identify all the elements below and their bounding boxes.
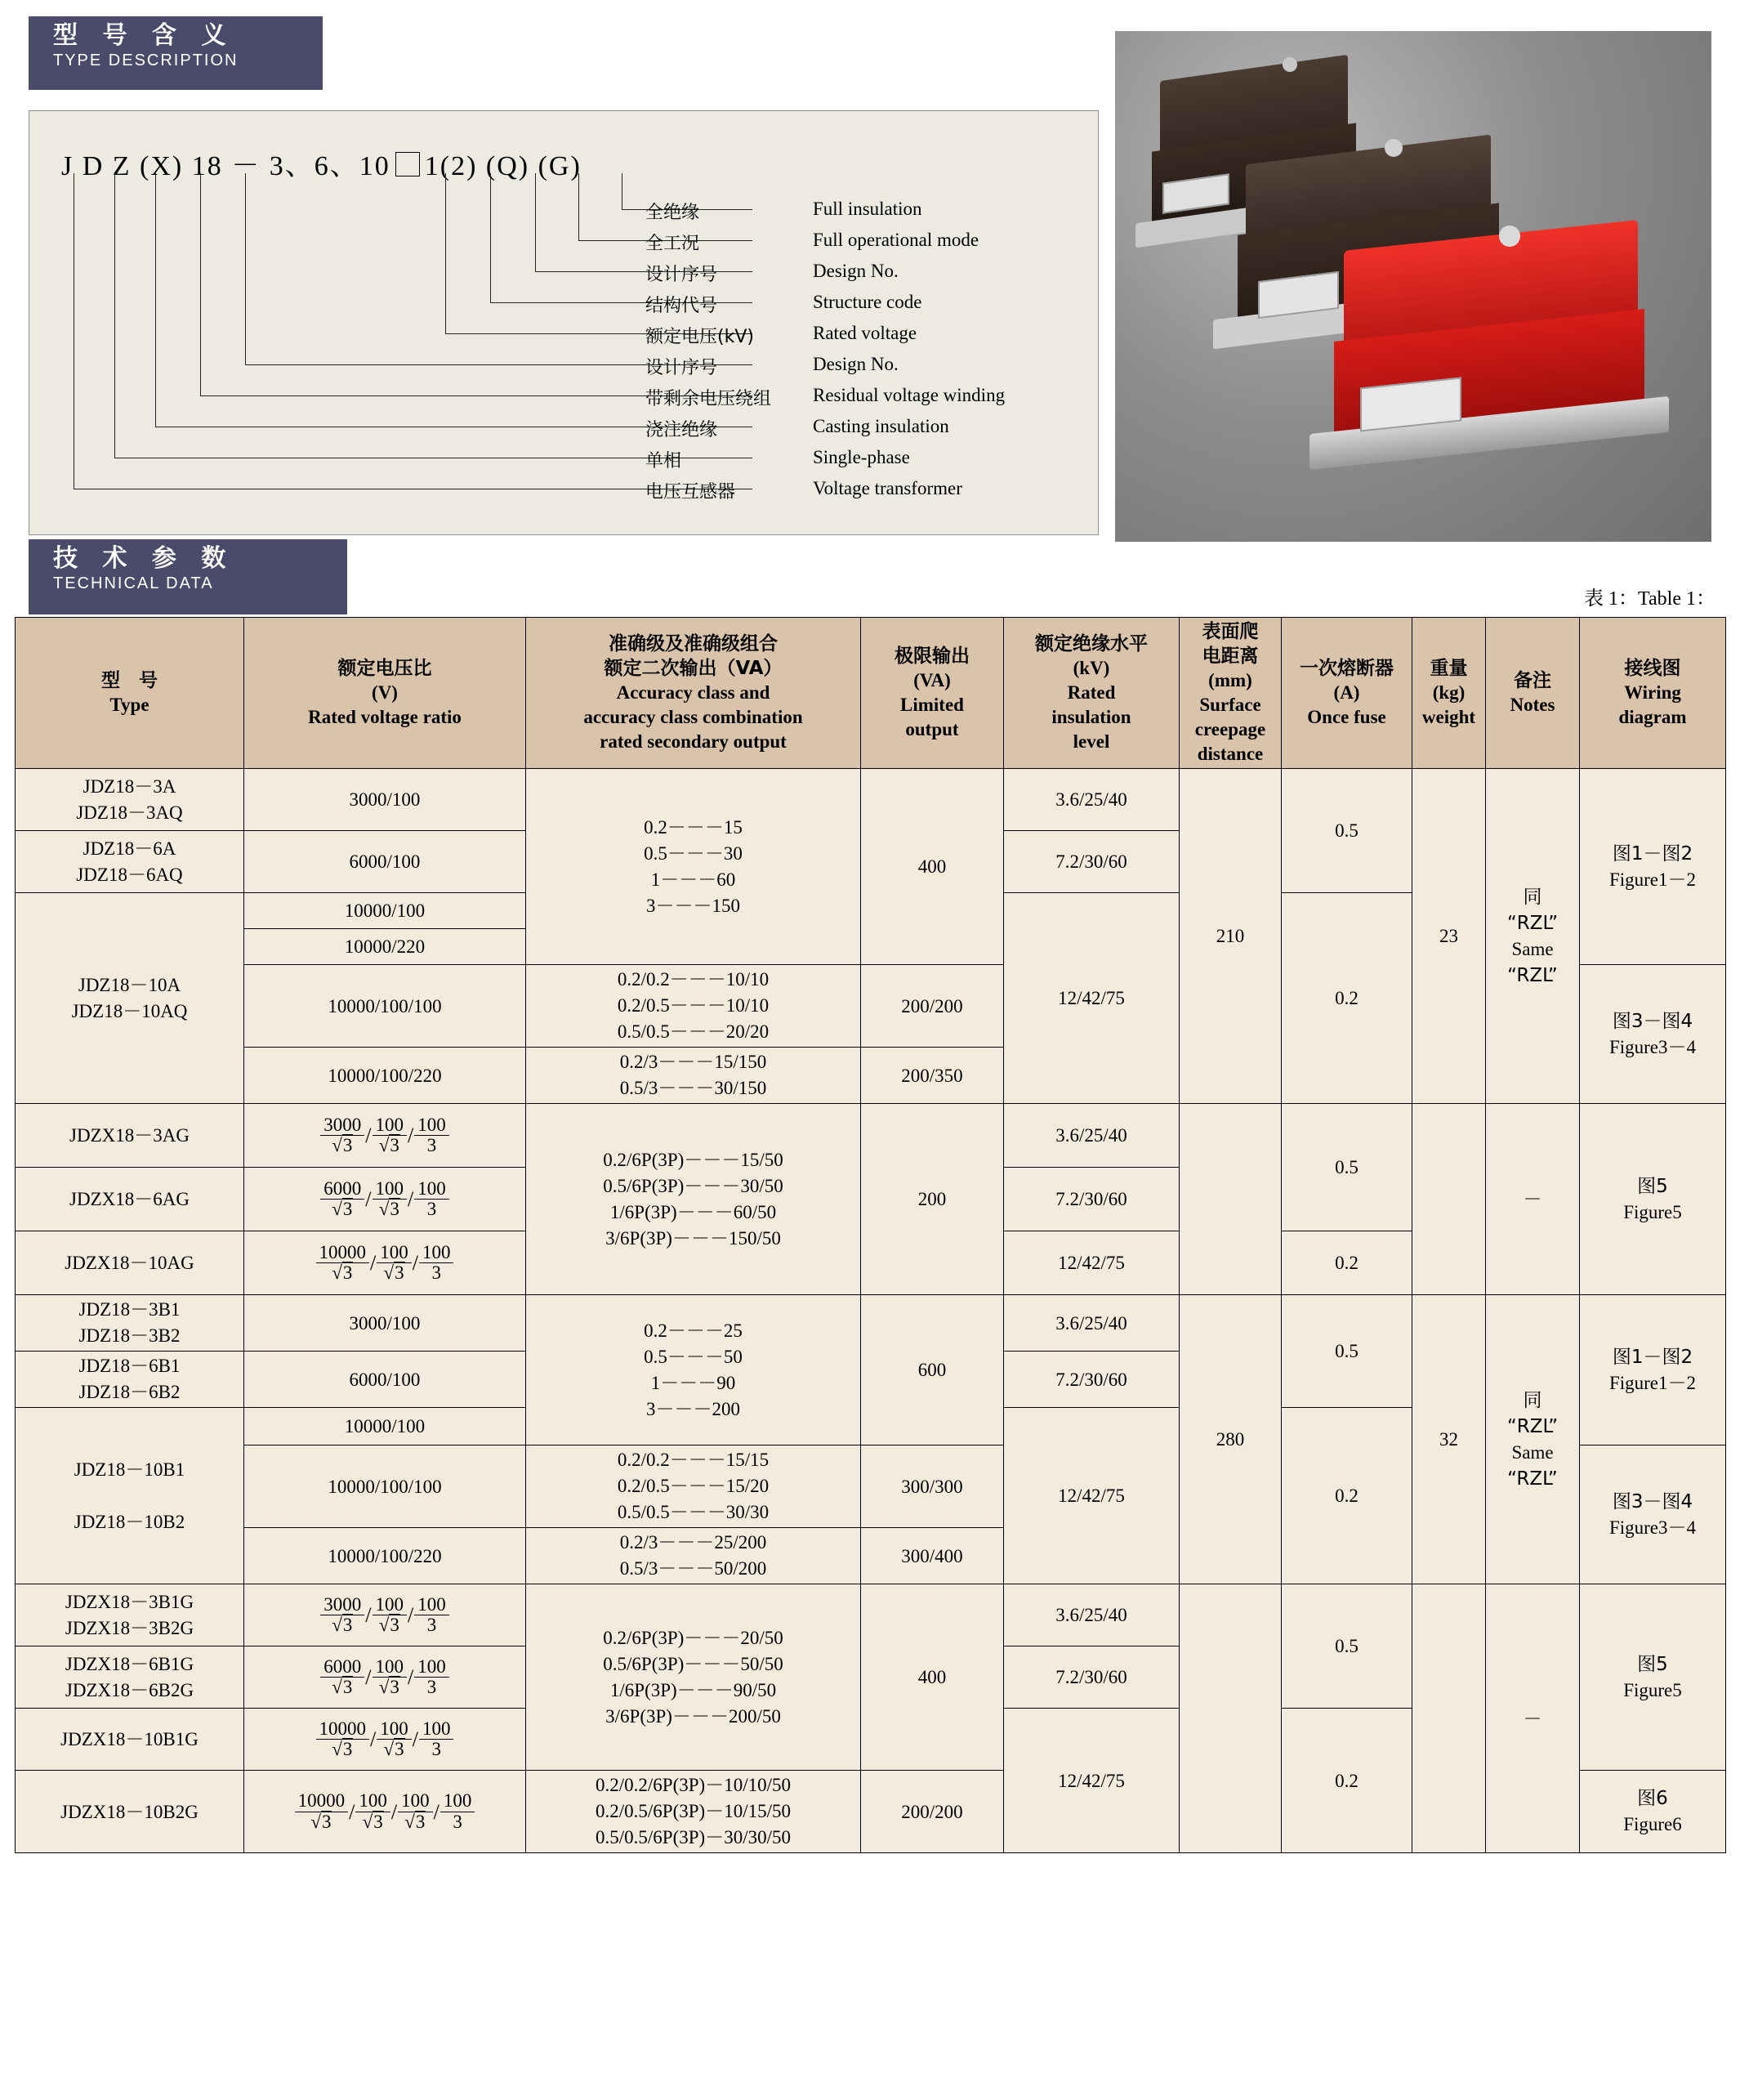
- th-insul-cn: 额定绝缘水平: [1035, 633, 1148, 655]
- weight-32: 32: [1439, 1429, 1458, 1450]
- th-fuse-en: Once fuse: [1307, 707, 1386, 727]
- frac-100-sqrt3: $\frac{100}{√3}$: [373, 1595, 408, 1635]
- product-photo: [1115, 31, 1711, 542]
- legend-label-cn-3: 结构代号: [645, 296, 718, 316]
- th-creep-unit: (mm): [1208, 670, 1252, 690]
- frac-100-sqrt3: $\frac{100}{√3}$: [373, 1115, 408, 1155]
- cell-weight-a: [1412, 769, 1486, 1104]
- th-fuse-unit: (A): [1333, 682, 1360, 703]
- legend-label-cn-6: 带剩余电压绕组: [645, 389, 772, 409]
- type-a3: JDZ18－3A JDZ18－3AQ: [76, 775, 183, 823]
- legend-label-cn-0: 全绝缘: [645, 203, 700, 223]
- legend-label-en-3: Structure code: [813, 292, 922, 312]
- th-insul-unit: (kV): [1073, 658, 1110, 678]
- cell-limited: [861, 1445, 1004, 1528]
- th-type-cn: 型 号: [101, 670, 158, 691]
- accuracy-a-3w: 0.2/0.2－－－10/10 0.2/0.5－－－10/10 0.5/0.5－－－20/20: [617, 969, 770, 1042]
- th-accuracy: [526, 618, 861, 769]
- cell-ratio: [244, 929, 526, 965]
- cell-ratio: $\frac{10000}{√3}$ / $\frac{100}{√3}$ / $\frac{100}{3}$: [244, 1231, 526, 1295]
- cell-accuracy: [526, 1048, 861, 1104]
- limited-400: 400: [917, 856, 947, 877]
- ratio-10000-100-220: 10000/100/220: [328, 1065, 442, 1086]
- wiring-fig3-4: 图3－图4 Figure3－4: [1608, 1490, 1697, 1538]
- cell-fuse-a2: [1282, 893, 1412, 1104]
- wiring-fig1-2: 图1－图2 Figure1－2: [1608, 1346, 1697, 1393]
- type-bg10-2: JDZX18－10B2G: [60, 1801, 199, 1822]
- cell-type: [16, 1709, 244, 1771]
- cell-creepage-b: [1180, 1295, 1282, 1584]
- legend-label-en-0: Full insulation: [813, 199, 922, 219]
- cell-accuracy-ag: [526, 1104, 861, 1295]
- th-rated-voltage-ratio: [244, 618, 526, 769]
- limited-200-350: 200/350: [901, 1065, 963, 1086]
- cell-weight-bg: [1412, 1584, 1486, 1853]
- th-creepage-distance: [1180, 618, 1282, 769]
- frac-10000-sqrt3: $\frac{10000}{√3}$: [316, 1243, 370, 1283]
- section-title-en: TYPE DESCRIPTION: [53, 51, 239, 69]
- cell-limited-a-main: [861, 769, 1004, 965]
- fuse-02: 0.2: [1335, 988, 1359, 1008]
- cell-wiring-ag: [1580, 1104, 1726, 1295]
- cell-creepage-ag: [1180, 1104, 1282, 1295]
- th-insul-en: Rated insulation level: [1051, 682, 1131, 752]
- legend-label-cn-9: 电压互感器: [645, 482, 736, 503]
- fuse-05: 0.5: [1335, 1636, 1359, 1656]
- cell-limited: [861, 1048, 1004, 1104]
- th-notes-cn: 备注: [1514, 670, 1551, 691]
- cell-ratio: [244, 893, 526, 929]
- type-bg3: JDZX18－3B1G JDZX18－3B2G: [65, 1591, 194, 1638]
- cell-accuracy-a-main: [526, 769, 861, 965]
- fuse-05: 0.5: [1335, 820, 1359, 841]
- frac-10000-sqrt3: $\frac{10000}{√3}$: [295, 1791, 349, 1831]
- cell-accuracy: [526, 1445, 861, 1528]
- frac-100-sqrt3-a: $\frac{100}{√3}$: [355, 1791, 390, 1831]
- notes-same-rzl: 同 “RZL” Same “RZL”: [1506, 1389, 1559, 1490]
- cell-weight-ag: [1412, 1104, 1486, 1295]
- th-ratio-cn: 额定电压比: [337, 658, 432, 679]
- insul-3: 3.6/25/40: [1055, 789, 1127, 810]
- ratio-10000-100-220: 10000/100/220: [328, 1545, 442, 1566]
- cell-ratio: [244, 831, 526, 893]
- accuracy-b-main: 0.2－－－25 0.5－－－50 1－－－90 3－－－200: [644, 1320, 743, 1419]
- th-fuse-cn: 一次熔断器: [1300, 658, 1394, 679]
- legend-label-en-8: Single-phase: [813, 447, 910, 467]
- cell-accuracy-bg: [526, 1584, 861, 1771]
- cell-notes-b: [1486, 1295, 1580, 1584]
- cell-insul: [1004, 1168, 1180, 1231]
- th-weight-cn: 重量: [1430, 658, 1468, 679]
- legend-label-cn-7: 浇注绝缘: [645, 420, 718, 440]
- cell-accuracy-b-main: [526, 1295, 861, 1445]
- bolt-back: [1283, 57, 1297, 72]
- frac-100-3: $\frac{100}{3}$: [414, 1657, 449, 1697]
- cell-insul-a10: [1004, 893, 1180, 1104]
- section-title-cn: 技 术 参 数: [53, 544, 234, 573]
- ratio-10000-100-100: 10000/100/100: [328, 995, 442, 1016]
- frac-100-3: $\frac{100}{3}$: [440, 1791, 475, 1831]
- cell-accuracy: [526, 1771, 861, 1853]
- cell-wiring-a1: [1580, 769, 1726, 965]
- th-insulation-level: [1004, 618, 1180, 769]
- cell-fuse-a1: [1282, 769, 1412, 893]
- cell-insul: [1004, 1584, 1180, 1646]
- frac-100-3: $\frac{100}{3}$: [419, 1719, 454, 1759]
- section-title-en: TECHNICAL DATA: [53, 574, 214, 592]
- frac-100-sqrt3: $\frac{100}{√3}$: [373, 1179, 408, 1219]
- accuracy-b-4w: 0.2/3－－－25/200 0.5/3－－－50/200: [619, 1532, 767, 1579]
- th-wiring-cn: 接线图: [1624, 658, 1681, 679]
- limited-200-200: 200/200: [901, 1801, 963, 1822]
- cell-notes-ag: [1486, 1104, 1580, 1295]
- accuracy-a-main: 0.2－－－15 0.5－－－30 1－－－60 3－－－150: [644, 816, 743, 916]
- cell-fuse-b2: [1282, 1408, 1412, 1584]
- legend-label-en-4: Rated voltage: [813, 323, 917, 343]
- legend-label-en-2: Design No.: [813, 261, 899, 281]
- legend-label-en-9: Voltage transformer: [813, 478, 962, 498]
- cell-type: [16, 1295, 244, 1352]
- ratio-10000-100: 10000/100: [344, 900, 426, 921]
- cell-fuse-ag1: [1282, 1104, 1412, 1231]
- cell-wiring: [1580, 1771, 1726, 1853]
- section-title-cn: 型 号 含 义: [53, 21, 234, 50]
- cell-type: [16, 1168, 244, 1231]
- fuse-05: 0.5: [1335, 1341, 1359, 1361]
- cell-ratio: [244, 1445, 526, 1528]
- ratio-10000-220: 10000/220: [344, 936, 426, 957]
- th-type-en: Type: [109, 695, 149, 715]
- legend-label-cn-8: 单相: [645, 451, 682, 471]
- th-type: [16, 618, 244, 769]
- th-limited-output: [861, 618, 1004, 769]
- table-row: [16, 1295, 1726, 1352]
- cell-type: [16, 1646, 244, 1709]
- wiring-fig5: 图5 Figure5: [1623, 1175, 1682, 1222]
- cell-limited: [861, 965, 1004, 1048]
- cell-limited-ag: [861, 1104, 1004, 1295]
- frac-10000-sqrt3: $\frac{10000}{√3}$: [316, 1719, 370, 1759]
- cell-fuse-bg1: [1282, 1584, 1412, 1709]
- wiring-fig3-4: 图3－图4 Figure3－4: [1608, 1010, 1697, 1057]
- limited-600: 600: [917, 1360, 947, 1380]
- legend-label-cn-1: 全工况: [645, 234, 700, 254]
- cell-type: [16, 1352, 244, 1408]
- th-limited-en: Limited output: [900, 695, 964, 739]
- cell-ratio: $\frac{10000}{√3}$ / $\frac{100}{√3}$ / $\frac{100}{√3}$ / $\frac{100}{3}$: [244, 1771, 526, 1853]
- ratio-3000-100: 3000/100: [349, 789, 421, 810]
- cell-wiring-bg: [1580, 1584, 1726, 1771]
- cell-limited: [861, 1528, 1004, 1584]
- cell-insul-bg10: [1004, 1709, 1180, 1853]
- cell-notes-bg: [1486, 1584, 1580, 1853]
- cell-fuse-bg2: [1282, 1709, 1412, 1853]
- type-bg10-1: JDZX18－10B1G: [60, 1729, 199, 1749]
- frac-100-sqrt3-b: $\frac{100}{√3}$: [398, 1791, 433, 1831]
- cell-creepage-bg: [1180, 1584, 1282, 1853]
- cell-accuracy: [526, 1528, 861, 1584]
- cell-limited-bg: [861, 1584, 1004, 1771]
- cell-ratio: [244, 769, 526, 831]
- th-ratio-unit: (V): [372, 682, 398, 703]
- cell-ratio: [244, 965, 526, 1048]
- ratio-6000-100: 6000/100: [349, 851, 421, 872]
- cell-limited-b-main: [861, 1295, 1004, 1445]
- cell-insul: [1004, 1295, 1180, 1352]
- ratio-10000-100-100: 10000/100/100: [328, 1476, 442, 1497]
- creepage-280: 280: [1216, 1429, 1245, 1450]
- cell-ratio: [244, 1528, 526, 1584]
- notes-dash: －: [1523, 1189, 1542, 1209]
- cell-insul: [1004, 831, 1180, 893]
- limited-400: 400: [917, 1667, 947, 1687]
- cell-weight-b: [1412, 1295, 1486, 1584]
- limited-300-400: 300/400: [901, 1545, 963, 1566]
- wiring-fig6: 图6 Figure6: [1623, 1788, 1682, 1834]
- table-row: [16, 1584, 1726, 1646]
- type-ag3: JDZX18－3AG: [69, 1125, 190, 1146]
- type-ag10: JDZX18－10AG: [65, 1253, 194, 1273]
- type-b6: JDZ18－6B1 JDZ18－6B2: [78, 1356, 181, 1402]
- cell-wiring-b1: [1580, 1295, 1726, 1445]
- type-ag6: JDZX18－6AG: [69, 1189, 190, 1209]
- th-weight-unit: (kg): [1432, 682, 1466, 703]
- cell-wiring-b2: [1580, 1445, 1726, 1584]
- cell-type: [16, 769, 244, 831]
- limited-300-300: 300/300: [901, 1476, 963, 1497]
- frac-100-sqrt3: $\frac{100}{√3}$: [377, 1719, 412, 1759]
- fuse-02: 0.2: [1335, 1253, 1359, 1273]
- type-b3: JDZ18－3B1 JDZ18－3B2: [78, 1299, 181, 1346]
- frac-100-sqrt3: $\frac{100}{√3}$: [373, 1657, 408, 1697]
- frac-3000-sqrt3: $\frac{3000}{√3}$: [320, 1595, 364, 1635]
- insul-3: 3.6/25/40: [1055, 1125, 1127, 1146]
- cell-fuse-b1: [1282, 1295, 1412, 1408]
- type-a10: JDZ18－10A JDZ18－10AQ: [71, 974, 188, 1021]
- accuracy-bg: 0.2/6P(3P)－－－20/50 0.5/6P(3P)－－－50/50 1/6P(3P)－－－90/50 3/6P(3P)－－－200/50: [603, 1627, 783, 1727]
- cell-type: [16, 1231, 244, 1295]
- th-weight-en: weight: [1421, 707, 1476, 727]
- technical-data-table-wrap: [15, 617, 1725, 1853]
- legend-label-en-6: Residual voltage winding: [813, 385, 1006, 405]
- legend-label-cn-5: 设计序号: [645, 358, 718, 378]
- cell-type: [16, 1104, 244, 1168]
- cell-creepage-a: [1180, 769, 1282, 1104]
- th-notes-en: Notes: [1510, 695, 1555, 715]
- bolt-front: [1499, 226, 1520, 247]
- th-wiring-diagram: [1580, 618, 1726, 769]
- cell-type: [16, 893, 244, 1104]
- type-b10: JDZ18－10B1 JDZ18－10B2: [74, 1459, 185, 1532]
- type-code-suffix: 1(2) (Q) (G): [424, 151, 582, 181]
- th-accuracy-en: Accuracy class and accuracy class combination rated secondary output: [583, 682, 803, 752]
- th-creep-cn: 表面爬 电距离: [1202, 621, 1259, 667]
- fuse-05: 0.5: [1335, 1157, 1359, 1177]
- frac-100-3: $\frac{100}{3}$: [419, 1243, 454, 1283]
- section-header-technical-data: [29, 539, 347, 614]
- cell-ratio: [244, 1408, 526, 1445]
- cell-ratio: $\frac{10000}{√3}$ / $\frac{100}{√3}$ / $\frac{100}{3}$: [244, 1709, 526, 1771]
- th-accuracy-cn: 准确级及准确级组合 额定二次输出（VA）: [604, 633, 783, 679]
- table-caption: 表 1：Table 1：: [1584, 588, 1715, 610]
- legend-label-cn-4: 额定电压(kV): [645, 327, 754, 347]
- cell-type: [16, 1771, 244, 1853]
- ratio-3000-100: 3000/100: [349, 1312, 421, 1334]
- limited-200-200: 200/200: [901, 995, 963, 1016]
- wiring-fig5: 图5 Figure5: [1623, 1653, 1682, 1700]
- accuracy-bg-last: 0.2/0.2/6P(3P)－10/10/50 0.2/0.5/6P(3P)－10/15/50 0.5/0.5/6P(3P)－30/30/50: [596, 1775, 791, 1848]
- legend-label-en-5: Design No.: [813, 354, 899, 374]
- frac-100-3: $\frac{100}{3}$: [414, 1115, 449, 1155]
- insul-12: 12/42/75: [1058, 1770, 1125, 1791]
- accuracy-a-4w: 0.2/3－－－15/150 0.5/3－－－30/150: [619, 1052, 767, 1098]
- cell-wiring-a2: [1580, 965, 1726, 1104]
- technical-data-table: [15, 617, 1726, 1853]
- legend-label-cn-2: 设计序号: [645, 265, 718, 285]
- cell-type: [16, 1408, 244, 1584]
- frac-100-sqrt3: $\frac{100}{√3}$: [377, 1243, 412, 1283]
- th-limited-cn: 极限输出: [895, 646, 970, 667]
- type-code-prefix: J D Z (X) 18 － 3、6、10: [61, 151, 390, 181]
- type-a6: JDZ18－6A JDZ18－6AQ: [76, 838, 183, 885]
- frac-100-3: $\frac{100}{3}$: [414, 1179, 449, 1219]
- cell-ratio: [244, 1048, 526, 1104]
- ratio-10000-100: 10000/100: [344, 1416, 426, 1436]
- frac-6000-sqrt3: $\frac{6000}{√3}$: [320, 1657, 364, 1697]
- cell-accuracy: [526, 965, 861, 1048]
- cell-ratio: $\frac{3000}{√3}$ / $\frac{100}{√3}$ / $\frac{100}{3}$: [244, 1584, 526, 1646]
- cell-insul: [1004, 1646, 1180, 1709]
- cell-insul: [1004, 1352, 1180, 1408]
- th-weight: [1412, 618, 1486, 769]
- insul-7: 7.2/30/60: [1055, 1189, 1127, 1209]
- cell-ratio: [244, 1295, 526, 1352]
- notes-dash: －: [1523, 1708, 1542, 1729]
- cell-insul-b10: [1004, 1408, 1180, 1584]
- th-wiring-en: Wiring diagram: [1618, 682, 1687, 727]
- cell-insul: [1004, 1104, 1180, 1168]
- cell-insul: [1004, 1231, 1180, 1295]
- cell-type: [16, 831, 244, 893]
- table-header-row: [16, 618, 1726, 769]
- fuse-02: 0.2: [1335, 1770, 1359, 1791]
- cell-limited: [861, 1771, 1004, 1853]
- cell-ratio: [244, 1352, 526, 1408]
- table-row: [16, 1104, 1726, 1168]
- insul-12: 12/42/75: [1058, 988, 1125, 1008]
- section-header-type-description: [29, 16, 323, 90]
- insul-12: 12/42/75: [1058, 1486, 1125, 1506]
- legend-label-en-7: Casting insulation: [813, 416, 949, 436]
- insul-7: 7.2/30/60: [1055, 1667, 1127, 1687]
- cell-ratio: $\frac{6000}{√3}$ / $\frac{100}{√3}$ / $\frac{100}{3}$: [244, 1168, 526, 1231]
- notes-same-rzl: 同 “RZL” Same “RZL”: [1506, 886, 1559, 986]
- insul-7: 7.2/30/60: [1055, 1369, 1127, 1390]
- cell-insul: [1004, 769, 1180, 831]
- th-notes: [1486, 618, 1580, 769]
- limited-200: 200: [917, 1189, 947, 1209]
- frac-6000-sqrt3: $\frac{6000}{√3}$: [320, 1179, 364, 1219]
- cell-notes-a: [1486, 769, 1580, 1104]
- table-row: [16, 769, 1726, 831]
- fuse-02: 0.2: [1335, 1486, 1359, 1506]
- th-ratio-en: Rated voltage ratio: [308, 707, 462, 727]
- accuracy-b-3w: 0.2/0.2－－－15/15 0.2/0.5－－－15/20 0.5/0.5－－－30/30: [617, 1450, 770, 1522]
- th-creep-en: Surface creepage distance: [1194, 695, 1266, 764]
- th-limited-unit: (VA): [913, 670, 951, 690]
- wiring-fig1-2: 图1－图2 Figure1－2: [1608, 842, 1697, 890]
- insul-3: 3.6/25/40: [1055, 1312, 1127, 1334]
- cell-ratio: $\frac{3000}{√3}$ / $\frac{100}{√3}$ / $\frac{100}{3}$: [244, 1104, 526, 1168]
- cell-ratio: $\frac{6000}{√3}$ / $\frac{100}{√3}$ / $\frac{100}{3}$: [244, 1646, 526, 1709]
- type-bg6: JDZX18－6B1G JDZX18－6B2G: [65, 1653, 194, 1700]
- insul-3: 3.6/25/40: [1055, 1605, 1127, 1625]
- insul-7: 7.2/30/60: [1055, 851, 1127, 872]
- frac-3000-sqrt3: $\frac{3000}{√3}$: [320, 1115, 364, 1155]
- bolt-middle: [1385, 139, 1403, 157]
- weight-23: 23: [1439, 926, 1458, 946]
- cell-type: [16, 1584, 244, 1646]
- creepage-210: 210: [1216, 926, 1245, 946]
- cell-fuse: [1282, 1231, 1412, 1295]
- th-once-fuse: [1282, 618, 1412, 769]
- legend-label-en-1: Full operational mode: [813, 230, 979, 250]
- frac-100-3: $\frac{100}{3}$: [414, 1595, 449, 1635]
- ratio-6000-100: 6000/100: [349, 1369, 421, 1390]
- accuracy-ag: 0.2/6P(3P)－－－15/50 0.5/6P(3P)－－－30/50 1/6P(3P)－－－60/50 3/6P(3P)－－－150/50: [603, 1149, 783, 1249]
- insul-12: 12/42/75: [1058, 1253, 1125, 1273]
